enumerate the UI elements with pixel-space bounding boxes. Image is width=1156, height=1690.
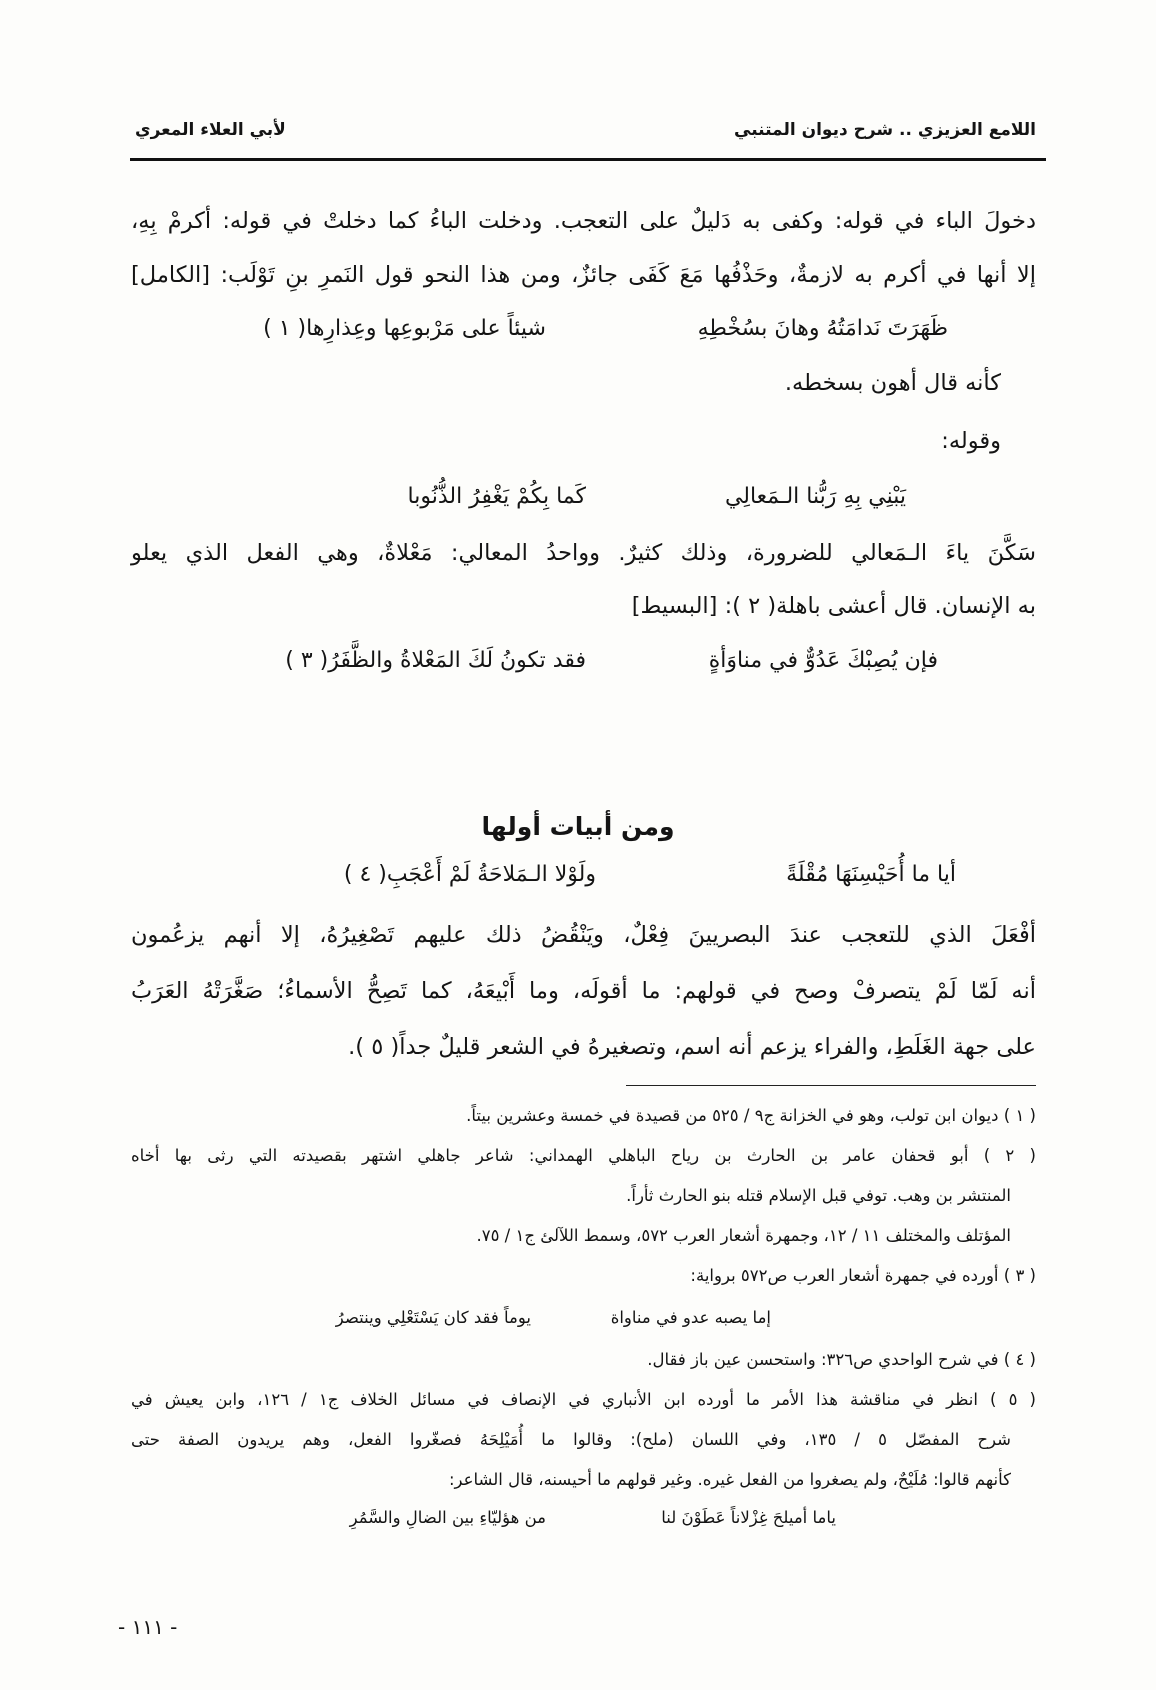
footnote-4: ( ٤ ) في شرح الواحدي ص٣٢٦: واستحسن عين باز فقال. [647,1350,1036,1369]
paragraph-line: سَكَّنَ ياءَ الـمَعالي للضرورة، وذلك كثيرٌ. وواحدُ المعالي: مَعْلاةٌ، وهي الفعل الذي يعلو [131,540,1036,566]
verse-first-hemistich: يَبْنِي بِهِ رَبُّنا الـمَعالِي [724,484,906,509]
footnote-verse-first-hemistich: إما يصبه عدو في مناواة [610,1308,771,1327]
section-title: ومن أبيات أولها [481,812,675,841]
paragraph-line: أفْعَلَ الذي للتعجب عندَ البصريينَ فِعْلٌ، ويَنْقُضُ ذلك عليهم تَصْغِيرُهُ، إلا أنهم يزعُمون [131,922,1036,948]
footnote-3: ( ٣ ) أورده في جمهرة أشعار العرب ص٥٧٢ برواية: [690,1266,1036,1285]
verse-first-hemistich: فإن يُصِبْكَ عَدُوٌّ في مناوَأةٍ [708,648,938,673]
footnote-verse-first-hemistich: ياما أميلحَ غِزْلاناً عَطَوْنَ لنا [661,1508,836,1527]
verse-second-hemistich: شيئاً على مَرْبوعِها وعِذارِها( ١ ) [263,316,546,341]
paragraph-line: إلا أنها في أكرم به لازمةٌ، وحَذْفُها مَعَ كَفَى جائزٌ، ومن هذا النحو قول النَمرِ بنِ تَوْلَب: [الكامل] [131,262,1036,288]
verse-second-hemistich: ولَوْلا الـمَلاحَةُ لَمْ أَعْجَبِ( ٤ ) [343,862,596,887]
running-header-title: اللامع العزيزي .. شرح ديوان المتنبي [734,120,1036,140]
footnote-2-continued: المؤتلف والمختلف ١١ / ١٢، وجمهرة أشعار العرب ٥٧٢، وسمط اللآلئ ج١ / ٧٥. [476,1226,1011,1245]
running-header-author: لأبي العلاء المعري [135,120,286,140]
footnote-rule [626,1085,1036,1086]
paragraph-line: على جهة الغَلَطِ، والفراء يزعم أنه اسم، وتصغيرهُ في الشعر قليلٌ جداً( ٥ ). [348,1034,1036,1060]
footnote-5-continued: شرح المفصّل ٥ / ١٣٥، وفي اللسان (ملح): وقالوا ما أُمَيْلِحَهُ فصغّروا الفعل، وهم يريدون الصفة حتى [131,1430,1011,1449]
verse-second-hemistich: فقد تكونُ لَكَ المَعْلاةُ والظَّفَرُ( ٣ ) [285,648,586,673]
verse-first-hemistich: أيا ما أُحَيْسِنَهَا مُقْلَةً [786,862,956,887]
verse-second-hemistich: كَما بِكُمْ يَغْفِرُ الذُّنُوبا [407,484,586,509]
paragraph-line: أنه لَمّا لَمْ يتصرفْ وصح في قولهم: ما أقولَه، وما أَبْيعَهُ، كما تَصِحُّ الأسماءُ؛ صَغَّرَتْهُ العَرَبُ [131,978,1036,1004]
footnote-verse-second-hemistich: يوماً فقد كان يَسْتَعْلِي وينتصرُ [335,1308,531,1327]
page-number: - ١١١ - [118,1615,178,1639]
paragraph-line: وقوله: [941,428,1001,454]
paragraph-line: كأنه قال أهون بسخطه. [784,370,1001,396]
footnote-5-continued: كأنهم قالوا: مُلَيْحٌ، ولم يصغروا من الفعل غيره. وغير قولهم ما أحيسنه، قال الشاعر: [449,1470,1011,1489]
verse-first-hemistich: ظَهَرَتَ نَدامَتُهُ وهانَ بسُخْطِهِ [697,316,948,341]
footnote-2-continued: المنتشر بن وهب. توفي قبل الإسلام قتله بنو الحارث ثأراً. [626,1186,1011,1205]
header-rule [130,158,1046,161]
paragraph-line: دخولَ الباء في قوله: وكفى به دَليلٌ على التعجب. ودخلت الباءُ كما دخلتْ في قوله: أكرمْ بِهِ، [131,208,1036,234]
footnote-1: ( ١ ) ديوان ابن تولب، وهو في الخزانة ج٩ / ٥٢٥ من قصيدة في خمسة وعشرين بيتاً. [466,1106,1036,1125]
footnote-5: ( ٥ ) انظر في مناقشة هذا الأمر ما أورده ابن الأنباري في الإنصاف في مسائل الخلاف ج١ / ١٢٦، وابن يعيش في [131,1390,1036,1409]
footnote-verse-second-hemistich: من هؤليّاءِ بين الضالِ والسَّمُرِ [349,1508,546,1527]
footnote-2: ( ٢ ) أبو قحفان عامر بن الحارث بن رياح الباهلي الهمداني: شاعر جاهلي اشتهر بقصيدته التي رثى بها أخاه [131,1146,1036,1165]
paragraph-line: به الإنسان. قال أعشى باهلة( ٢ ): [البسيط] [631,593,1036,619]
